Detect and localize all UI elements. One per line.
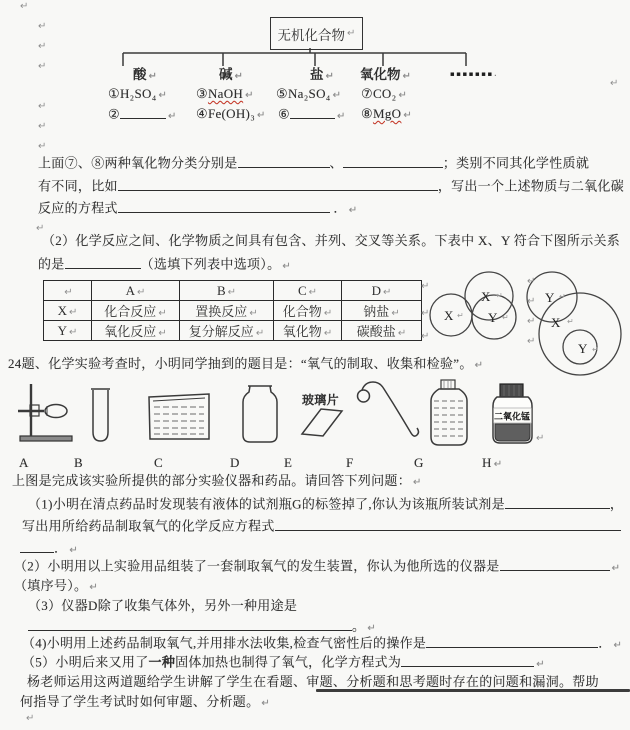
tree-item-2: ② ↵ [108,106,177,122]
paragraph-mark: ↵ [493,459,503,470]
paragraph-mark: ↵ [421,331,430,342]
tree-item-4: ④Fe(OH)₃ ↵ [196,106,266,121]
q2-line-2: 的是 （选填下列表中选项）。 ↵ [38,256,292,272]
q24-sub2-line1: （2）小明用以上实验用品组装了一套制取氧气的发生装置，你认为他所选的仪器是 ↵ [14,558,621,574]
answer-blank [290,106,335,119]
paragraph-mark: ↵ [38,61,47,72]
q24-sub4-line: （4)小明用上述药品制取氧气,并用排水法收集,检查气密性后的操作是 ． ↵ [22,635,623,651]
answer-blank [118,200,330,213]
paragraph-mark: ↵ [257,110,266,121]
q24-sub1-line2: 写出用所给药品制取氧气的化学反应方程式 [22,518,621,535]
tree-item-8: ⑧MgO ↵ [361,106,413,121]
answer-blank [28,618,352,631]
paragraph-mark: ↵ [38,141,47,152]
q24-sub5-line: （5）小明后来又用了一种固体加热也制得了氧气，化学方程式为 ↵ [22,654,545,670]
venn-label-x2: X [481,289,491,304]
branch-oxide: 氧化物 ↵ [360,67,411,82]
paragraph-mark: ↵ [137,286,146,298]
tree-root-box [270,17,363,50]
paragraph-mark: ↵ [64,286,73,298]
paragraph-mark: ↵ [158,328,167,339]
venn-label-x3: X [551,315,561,330]
answer-blank [500,558,610,571]
paragraph-mark: ↵ [527,336,536,347]
mno2-bottle-label: 二氧化锰 [493,411,531,422]
q1-line-1: 上面⑦、⑧两种氧化物分类分别是 、 ；类别不同其化学性质就 [38,155,590,171]
paragraph-mark: ↵ [536,433,545,444]
table-cell: 钠盐 ↵ [342,301,422,321]
paragraph-mark: ↵ [457,311,464,320]
paragraph-mark: ↵ [367,622,376,634]
q24-sub3-line2: 。 ↵ [28,618,376,637]
paragraph-mark: ↵ [391,308,400,319]
q24-title: 24题、化学实验考查时，小明同学抽到的题目是：“氧气的制取、收集和检验”。 ↵ [8,356,484,371]
paragraph-mark: ↵ [403,110,413,121]
scan-artifact-line [316,689,630,692]
answer-blank [65,256,141,269]
table-cell: 化合物 ↵ [274,301,342,321]
glass-plate-label: 玻璃片 [302,393,339,407]
table-cell: 碳酸盐 ↵ [342,321,422,341]
answer-blank [343,155,443,168]
paragraph-mark: ↵ [421,308,430,319]
table-cell: D ↵ [342,281,422,301]
paragraph-mark: ↵ [69,326,78,338]
bent-tube-drawing [358,382,419,436]
tree-item-5: ⑤Na₂SO₄ ↵ [276,86,342,101]
table-row [44,301,422,321]
paragraph-mark: ↵ [611,562,621,574]
answer-blank [426,635,598,648]
tree-ellipsis: ▪▪▪▪▪▪▪. [450,68,499,79]
answer-blank [401,654,534,667]
answer-blank [118,178,438,191]
table-cell: 氧化反应 ↵ [92,321,180,341]
reagent-bottle-drawing [431,380,467,445]
table-cell: 复分解反应 ↵ [180,321,274,341]
paragraph-mark: ↵ [255,328,265,339]
q24-sub2-line2: （填序号）。 ↵ [14,578,98,593]
paragraph-mark: ↵ [148,71,157,82]
table-cell: A ↵ [92,281,180,301]
venn-label-y2: Y [545,290,555,305]
paragraph-mark: ↵ [559,292,566,301]
paragraph-mark: ↵ [332,90,342,101]
paragraph-mark: ↵ [610,78,619,89]
paragraph-mark: ↵ [402,71,411,82]
relation-table [43,280,422,341]
paragraph-mark: ↵ [474,360,484,371]
paragraph-mark: ↵ [536,658,545,670]
paragraph-mark: ↵ [336,110,346,122]
tree-item-7: ⑦CO₂ ↵ [361,86,408,101]
paragraph-mark: ↵ [38,121,47,132]
equipment-letter-f: F [346,455,354,470]
paragraph-mark: ↵ [421,281,430,292]
answer-blank [238,155,330,168]
table-row [44,321,422,341]
closing-line-2: 何指导了学生考试时如何审题、分析题。 ↵ [20,694,271,709]
branch-acid: 酸 ↵ [133,67,157,82]
table-cell: 置换反应 ↵ [180,301,274,321]
paragraph-mark: ↵ [592,345,599,354]
table-cell: X ↵ [44,301,92,321]
paragraph-mark: ↵ [249,308,258,319]
paragraph-mark: ↵ [20,1,29,12]
venn-label-y1: Y [488,310,498,325]
paragraph-mark: ↵ [282,260,292,272]
water-trough-drawing [149,394,209,439]
table-cell: 氧化物 ↵ [274,321,342,341]
venn-label-y3: Y [578,341,588,356]
table-row [44,281,422,301]
paragraph-mark: ↵ [36,223,45,234]
tree-root-label: 无机化合物 [277,27,346,43]
paragraph-mark: ↵ [69,306,78,318]
branch-salt: 盐 ↵ [310,67,334,82]
mno2-bottle-drawing [493,384,532,443]
table-cell: C ↵ [274,281,342,301]
paragraph-mark: ↵ [158,90,168,101]
paragraph-mark: ↵ [89,582,98,593]
iron-stand-drawing [18,384,72,441]
equipment-letter-g: G [414,455,424,470]
paragraph-mark: ↵ [325,71,334,82]
paragraph-mark: ↵ [26,713,35,724]
answer-blank [20,540,54,553]
tree-item-6: ⑥ ↵ [278,106,346,122]
paragraph-mark: ↵ [527,296,536,307]
equipment-letter-h: H ↵ [482,455,503,470]
paragraph-mark: ↵ [234,71,243,82]
q1-line-2: 有不同，比如 ，写出一个上述物质与二氧化碳 [38,178,625,194]
table-cell [44,281,92,301]
paragraph-mark: ↵ [567,317,574,326]
gas-bottle-drawing [243,386,277,442]
test-tube-drawing [91,389,110,441]
q2-line-1: （2）化学反应之间、化学物质之间具有包含、并列、交叉等关系。下表中 X、Y 符合下图所示关系 [42,233,621,248]
paragraph-mark: ↵ [261,698,271,709]
table-cell: B ↵ [180,281,274,301]
paragraph-mark: ↵ [227,286,237,298]
paragraph-mark: ↵ [502,313,509,322]
answer-blank [275,518,621,531]
tree-item-1: ①H₂SO₄ ↵ [108,86,168,101]
paragraph-mark: ↵ [398,90,408,101]
branch-base: 碱 ↵ [219,67,243,82]
paragraph-mark: ↵ [38,21,47,32]
equipment-letter-e: E [284,455,293,470]
closing-line-1: 杨老师运用这两道题给学生讲解了学生在看题、审题、分析题和思考题时存在的问题和漏洞。帮助 [27,674,599,689]
paragraph-mark: ↵ [38,101,47,112]
venn-diagram-labels [444,289,599,356]
paragraph-mark: ↵ [613,639,623,651]
paragraph-mark: ↵ [348,204,358,216]
table-cell: Y ↵ [44,321,92,341]
venn-label-x1: X [444,308,454,323]
tree-connector-lines [123,48,466,66]
paragraph-mark: ↵ [167,110,177,122]
paragraph-mark: ↵ [347,28,356,39]
table-cell: 化合反应 ↵ [92,301,180,321]
paragraph-mark: ↵ [413,477,422,488]
paragraph-mark: ↵ [38,41,47,52]
paragraph-mark: ↵ [323,308,333,319]
paragraph-mark: ↵ [496,291,503,300]
paragraph-mark: ↵ [527,316,536,327]
equipment-letter-c: C [154,455,163,470]
paragraph-mark: ↵ [308,286,318,298]
equipment-letter-d: D [230,455,240,470]
paragraph-mark: ↵ [383,286,392,298]
equipment-letter-b: B [74,455,83,470]
answer-blank [120,106,166,119]
glass-plate-drawing [302,409,342,436]
q24-sub1-line1: （1)小明在清点药品时发现装有液体的试剂瓶G的标签掉了,你认为该瓶所装试剂是 ， [28,496,624,512]
q24-intro: 上图是完成该实验所提供的部分实验仪器和药品。请回答下列问题： ↵ [12,473,422,488]
equipment-letter-a: A [19,455,29,470]
q24-sub3-line1: （3）仪器D除了收集气体外，另外一种用途是 [28,598,298,613]
answer-blank [505,496,610,509]
paragraph-mark: ↵ [323,328,333,339]
paragraph-mark: ↵ [69,544,78,556]
q1-line-3: 反应的方程式 ． ↵ [38,200,358,216]
paragraph-mark: ↵ [397,328,407,339]
q24-sub1-line3: ． ↵ [20,540,78,559]
tree-item-3: ③NaOH ↵ [196,86,254,101]
paragraph-mark: ↵ [158,308,167,319]
paragraph-mark: ↵ [245,90,254,101]
paragraph-mark: ↵ [527,276,536,287]
